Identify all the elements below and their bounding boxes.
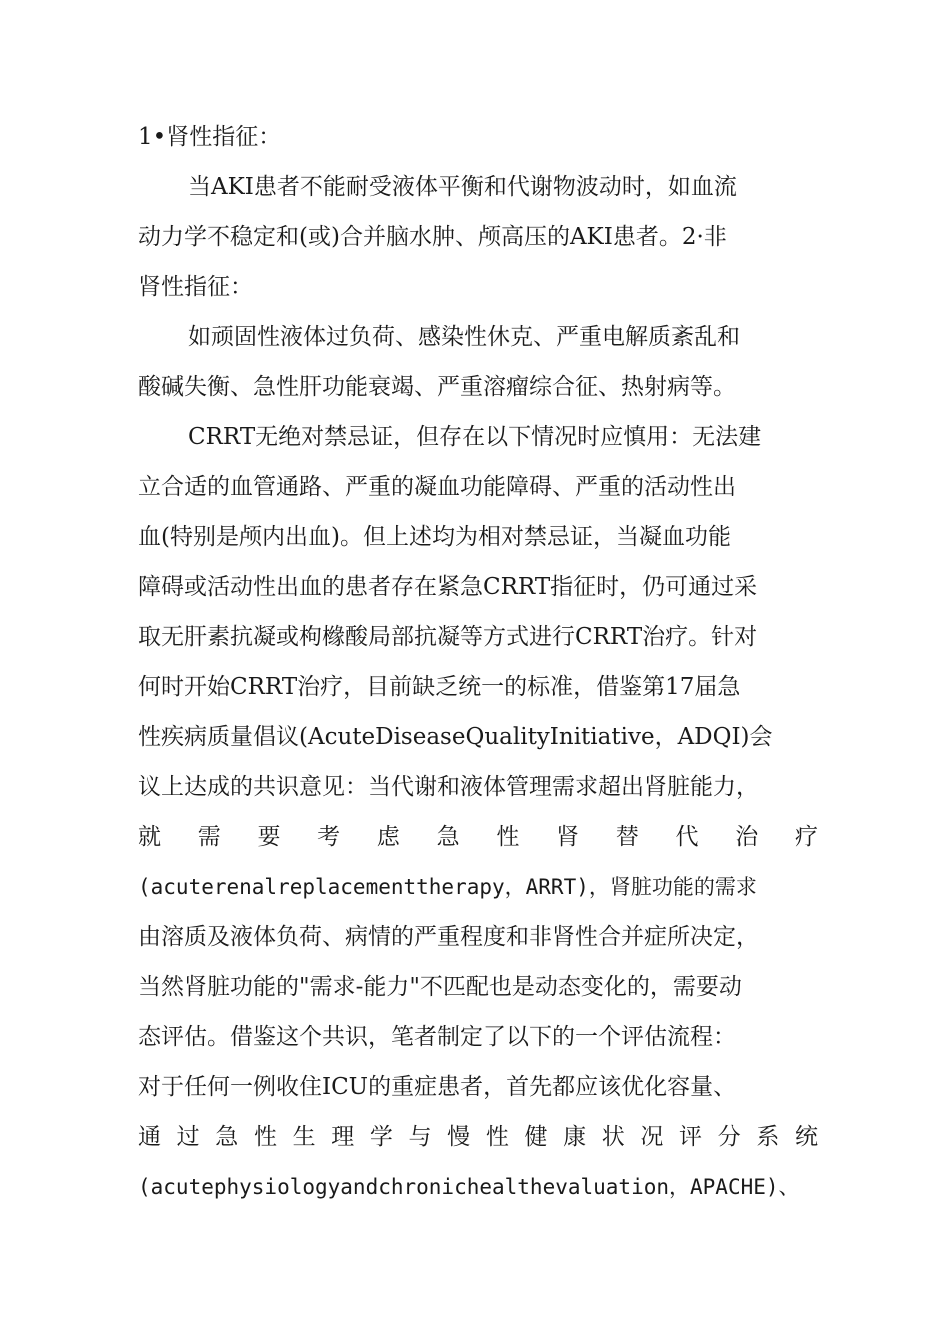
text-line: 立合适的血管通路、严重的凝血功能障碍、严重的活动性出 [138,474,736,500]
text-line: (acuterenalreplacementtherapy，ARRT)，肾脏功能的需求 [138,875,757,899]
text-line: 血(特别是颅内出血)。但上述均为相对禁忌证，当凝血功能 [138,524,731,550]
text-line: 议上达成的共识意见：当代谢和液体管理需求超出肾脏能力， [138,774,759,800]
text-line: 态评估。借鉴这个共识，笔者制定了以下的一个评估流程： [138,1024,736,1050]
text-line: 取无肝素抗凝或枸橼酸局部抗凝等方式进行CRRT治疗。针对 [138,624,758,650]
text-line: CRRT无绝对禁忌证，但存在以下情况时应慎用：无法建 [188,424,762,450]
document-body [138,112,818,1212]
text-line: 对于任何一例收住ICU的重症患者，首先都应该优化容量、 [138,1074,737,1100]
text-line: 当然肾脏功能的"需求-能力"不匹配也是动态变化的，需要动 [138,974,742,1000]
text-line: 肾性指征： [138,274,253,300]
text-line: 障碍或活动性出血的患者存在紧急CRRT指征时，仍可通过采 [138,574,758,600]
text-line: 动力学不稳定和(或)合并脑水肿、颅高压的AKI患者。2·非 [138,224,727,250]
text-line: 如顽固性液体过负荷、感染性休克、严重电解质紊乱和 [188,324,740,350]
text-line: 就 需 要 考 虑 急 性 肾 替 代 治 疗 [138,824,818,850]
text-line: 何时开始CRRT治疗，目前缺乏统一的标准，借鉴第17届急 [138,674,741,700]
text-line: (acutephysiologyandchronichealthevaluation，APACHE)、 [138,1175,800,1199]
text-line: 由溶质及液体负荷、病情的严重程度和非肾性合并症所决定， [138,924,759,950]
text-line: 通 过 急 性 生 理 学 与 慢 性 健 康 状 况 评 分 系 统 [138,1124,818,1150]
text-line: 当AKI患者不能耐受液体平衡和代谢物波动时，如血流 [188,174,737,200]
text-line: 酸碱失衡、急性肝功能衰竭、严重溶瘤综合征、热射病等。 [138,374,736,400]
text-line: 性疾病质量倡议(AcuteDiseaseQualityInitiative，ADQI)会 [138,724,773,750]
text-line: 1•肾性指征： [138,124,282,150]
